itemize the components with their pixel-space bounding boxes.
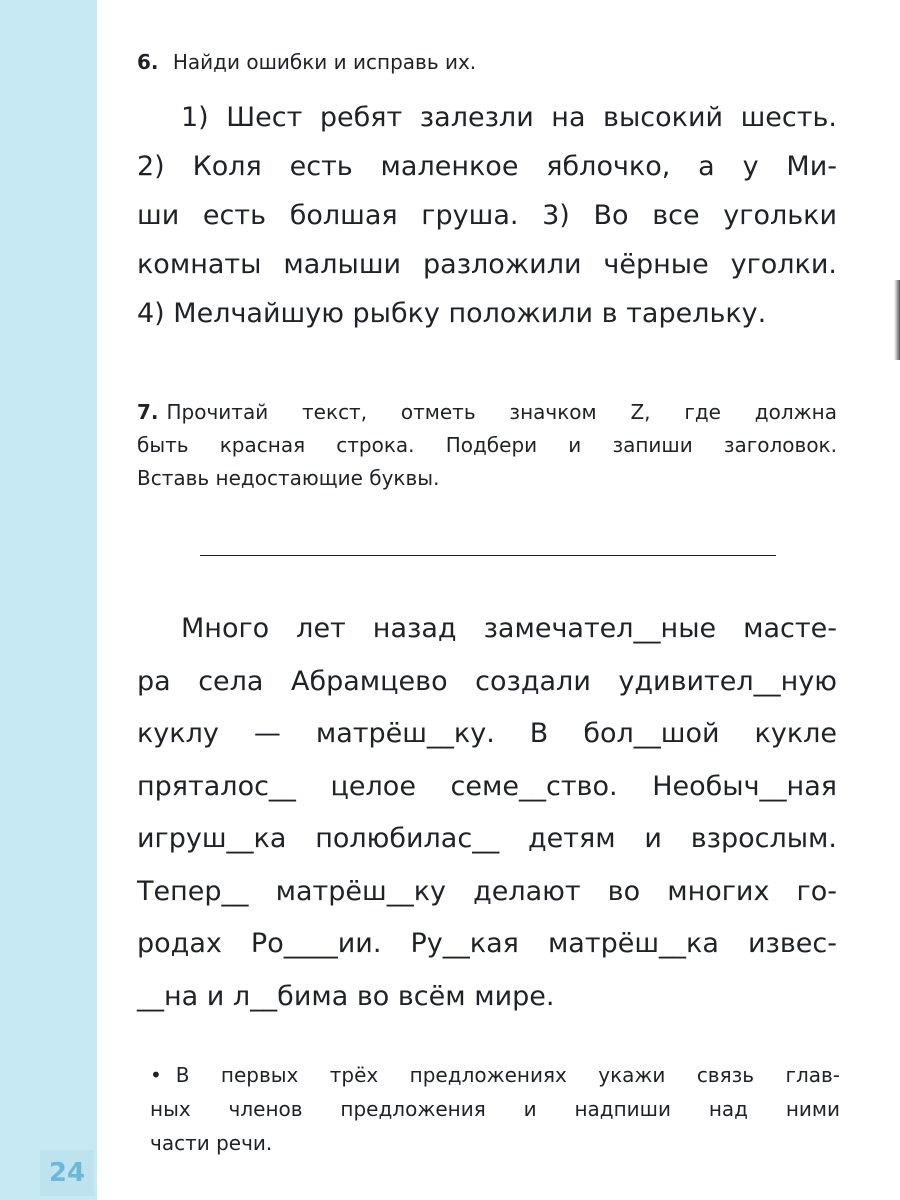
task-7-instruction-line: Прочитай текст, отметь значком Z, где должна xyxy=(166,400,837,424)
task-6-line: 1) Шест ребят залезли на высокий шесть. xyxy=(181,102,837,133)
task-7-text-line: ра села Абрамцево создали удивител__ную xyxy=(137,665,837,697)
task-7-instruction-line: Вставь недостающие буквы. xyxy=(137,466,440,490)
bullet-task xyxy=(150,1058,840,1160)
task-6-line: 4) Мелчайшую рыбку положили в тарельку. xyxy=(137,298,767,329)
task-6-line: 2) Коля есть маленкое яблочко, а у Ми- xyxy=(137,151,837,182)
task-7-text-line: родах Ро____ии. Ру__кая матрёш__ка извес- xyxy=(137,928,837,959)
task-7-text-line: Тепер__ матрёш__ку делают во многих го- xyxy=(137,875,837,907)
task-7-instruction xyxy=(137,396,837,495)
task-7-text-line: Много лет назад замечател__ные масте- xyxy=(181,613,837,644)
bullet-icon: • xyxy=(150,1063,162,1087)
task-7-text-line: куклу — матрёш__ку. В бол__шой кукле xyxy=(137,718,837,749)
bullet-task-line: части речи. xyxy=(150,1131,273,1155)
task-7-text-line: __на и л__бима во всём мире. xyxy=(137,980,555,1012)
task-6-heading xyxy=(137,46,837,78)
bullet-task-line: ных членов предложения и надпиши над ними xyxy=(150,1097,840,1121)
task-6-number: 6. xyxy=(137,50,159,74)
task-7-text xyxy=(137,603,837,1023)
task-7-instruction-line: быть красная строка. Подбери и запиши заголовок. xyxy=(137,433,837,457)
page-margin-strip xyxy=(0,0,97,1200)
task-6-instruction: Найди ошибки и исправь их. xyxy=(172,50,477,74)
task-7-text-line: пряталос__ целое семе__ство. Необыч__ная xyxy=(137,770,837,802)
task-7-text-line: игруш__ка полюбилас__ детям и взрослым. xyxy=(137,823,837,854)
task-6-sentences xyxy=(137,93,837,338)
task-6-line: ши есть болшая груша. 3) Во все угольки xyxy=(137,200,837,231)
task-6-line: комнаты малыши разложили чёрные уголки. xyxy=(137,249,837,280)
task-7-number: 7. xyxy=(137,400,159,424)
page-edge-shadow xyxy=(894,280,900,360)
bullet-task-line: В первых трёх предложениях укажи связь глав- xyxy=(175,1063,840,1087)
title-answer-line[interactable] xyxy=(200,555,776,556)
page-number: 24 xyxy=(40,1150,94,1196)
